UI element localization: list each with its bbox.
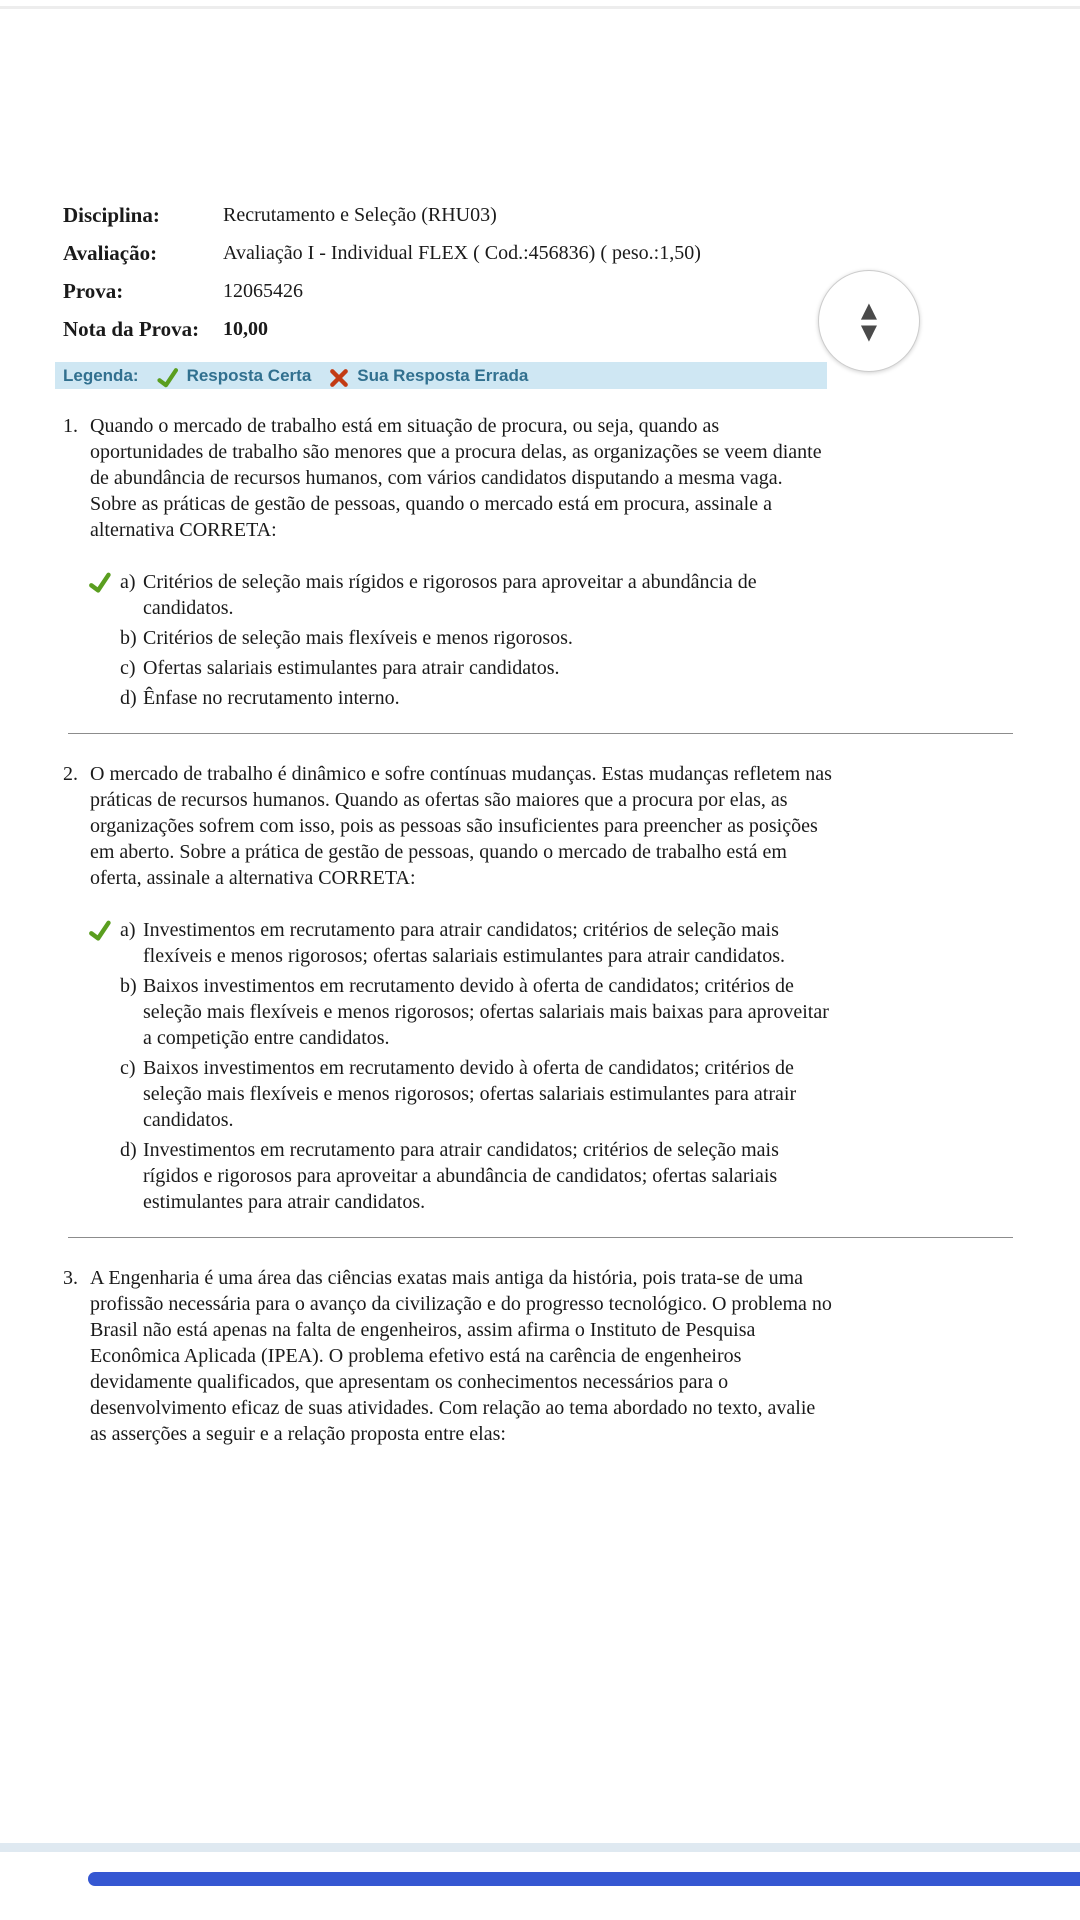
option-icon-slot — [90, 1137, 120, 1215]
legend-title: Legenda: — [63, 365, 139, 385]
option-letter: d) — [120, 1139, 137, 1161]
option-text: Critérios de seleção mais rígidos e rigorosos para aproveitar a abundância de candidatos. — [143, 571, 757, 619]
option-letter: c) — [120, 657, 136, 679]
correct-answer-icon — [87, 568, 122, 623]
scroll-down-button[interactable]: ▼ — [860, 320, 878, 344]
exam-header — [63, 196, 1080, 348]
question-3 — [63, 1265, 1080, 1447]
question-number: 2. — [63, 763, 78, 785]
option-text: Investimentos em recrutamento para atrair candidatos; critérios de seleção mais flexíveis e menos rigorosos; ofertas salariais estimulantes para atrair candidatos. — [143, 919, 786, 967]
question-number: 1. — [63, 415, 78, 437]
wrong-answer-icon — [329, 368, 349, 388]
question-divider — [68, 1237, 1013, 1238]
option-icon-slot — [90, 685, 120, 711]
scroll-up-button[interactable]: ▲ — [860, 298, 878, 322]
exam-id-value: 12065426 — [223, 280, 303, 302]
footer-strip — [0, 1843, 1080, 1852]
legend-wrong-label: Sua Resposta Errada — [357, 365, 529, 385]
option-letter: c) — [120, 1057, 136, 1079]
question-divider — [68, 733, 1013, 734]
bottom-scrollbar[interactable] — [88, 1872, 1080, 1886]
option-text: Ênfase no recrutamento interno. — [143, 687, 400, 709]
option-d[interactable] — [90, 685, 832, 711]
option-b[interactable] — [90, 625, 832, 651]
option-text: Baixos investimentos em recrutamento devido à oferta de candidatos; critérios de seleção mais flexíveis e menos rigorosos; ofertas salariais mais baixas para aproveitar a competição entre candidatos. — [143, 975, 829, 1049]
option-text: Ofertas salariais estimulantes para atrair candidatos. — [143, 657, 560, 679]
option-icon-slot — [90, 625, 120, 651]
evaluation-label: Avaliação: — [63, 241, 158, 265]
option-icon-slot — [90, 973, 120, 1051]
top-divider — [0, 6, 1080, 9]
grade-value: 10,00 — [223, 318, 268, 340]
legend-bar — [55, 362, 827, 389]
evaluation-value: Avaliação I - Individual FLEX ( Cod.:456836) ( peso.:1,50) — [223, 242, 701, 264]
options-list — [90, 917, 832, 1215]
option-c[interactable] — [90, 1055, 832, 1133]
option-a[interactable] — [90, 569, 832, 621]
question-number: 3. — [63, 1267, 78, 1289]
option-icon-slot — [90, 1055, 120, 1133]
scroll-widget[interactable] — [818, 270, 920, 372]
option-letter: b) — [120, 627, 137, 649]
correct-answer-icon — [87, 916, 122, 971]
option-text: Investimentos em recrutamento para atrair candidatos; critérios de seleção mais rígidos e rigorosos para aproveitar a abundância de candidatos; ofertas salariais estimulantes para atrair candidatos. — [143, 1139, 779, 1213]
option-letter: a) — [120, 919, 136, 941]
options-list — [90, 569, 832, 711]
option-c[interactable] — [90, 655, 832, 681]
question-1 — [63, 413, 1080, 715]
option-text: Critérios de seleção mais flexíveis e menos rigorosos. — [143, 627, 573, 649]
question-2 — [63, 761, 1080, 1219]
legend-correct-label: Resposta Certa — [186, 365, 312, 385]
option-d[interactable] — [90, 1137, 832, 1215]
question-text: Quando o mercado de trabalho está em situação de procura, ou seja, quando as oportunidades de trabalho são menores que a procura delas, as organizações se veem diante de abundância de recursos humanos, com vários candidatos disputando a mesma vaga. Sobre as práticas de gestão de pessoas, quando o mercado está em procura, assinale a alternativa CORRETA: — [90, 415, 822, 541]
option-letter: b) — [120, 975, 137, 997]
correct-answer-icon — [155, 365, 179, 389]
option-letter: d) — [120, 687, 137, 709]
question-list — [63, 413, 1080, 1447]
option-a[interactable] — [90, 917, 832, 969]
question-text: O mercado de trabalho é dinâmico e sofre contínuas mudanças. Estas mudanças refletem nas práticas de recursos humanos. Quando as ofertas são maiores que a procura por elas, as organizações sofrem com isso, pois as pessoas são insuficientes para preencher as posições em aberto. Sobre a prática de gestão de pessoas, quando o mercado de trabalho está em oferta, assinale a alternativa CORRETA: — [90, 763, 832, 889]
option-b[interactable] — [90, 973, 832, 1051]
option-text: Baixos investimentos em recrutamento devido à oferta de candidatos; critérios de seleção mais flexíveis e menos rigorosos; ofertas salariais estimulantes para atrair candidatos. — [143, 1057, 797, 1131]
grade-label: Nota da Prova: — [63, 317, 200, 341]
discipline-label: Disciplina: — [63, 203, 160, 227]
question-text: A Engenharia é uma área das ciências exatas mais antiga da história, pois trata-se de uma profissão necessária para o avanço da civilização e do progresso tecnológico. O problema no Brasil não está apenas na falta de engenheiros, assim afirma o Instituto de Pesquisa Econômica Aplicada (IPEA). O problema efetivo está na carência de engenheiros devidamente qualificados, que apresentam os conhecimentos necessários para o desenvolvimento eficaz de suas atividades. Com relação ao tema abordado no texto, avalie as asserções a seguir e a relação proposta entre elas: — [90, 1267, 832, 1445]
option-letter: a) — [120, 571, 136, 593]
exam-id-label: Prova: — [63, 279, 124, 303]
option-icon-slot — [90, 655, 120, 681]
discipline-value: Recrutamento e Seleção (RHU03) — [223, 204, 497, 226]
